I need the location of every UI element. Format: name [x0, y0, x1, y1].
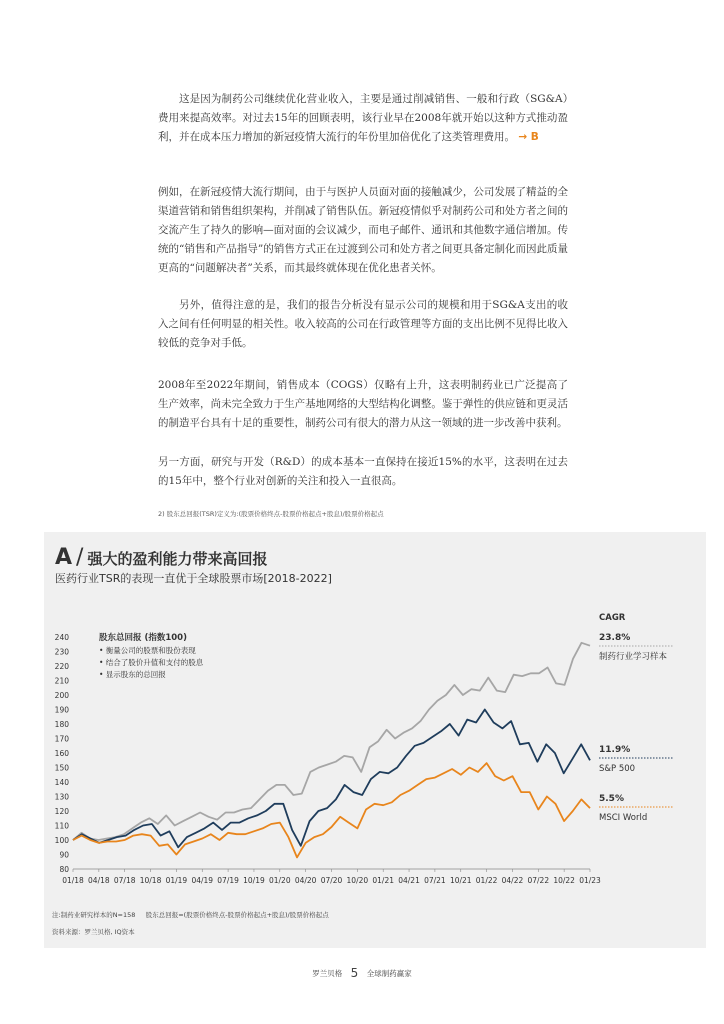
- y-tick-label: 200: [54, 691, 69, 700]
- x-tick-label: 01/19: [165, 876, 188, 885]
- paragraph-size-correlation: 另外，值得注意的是，我们的报告分析没有显示公司的规模和用于SG&A支出的收入之间有任何明显的相关性。收入较高的公司在行政管理等方面的支出比例不见得比收入较低的竞争对手低。: [158, 299, 568, 349]
- y-tick-label: 150: [54, 763, 69, 773]
- y-tick-label: 190: [54, 705, 69, 715]
- y-tick-label: 110: [54, 821, 69, 831]
- x-tick-label: 01/22: [475, 876, 498, 885]
- footer-brand: 罗兰贝格: [312, 969, 343, 978]
- exhibit-slash: /: [76, 545, 84, 570]
- exhibit-title-text: 强大的盈利能力带来高回报: [87, 550, 268, 568]
- x-tick-label: 10/21: [449, 876, 472, 885]
- x-tick-label: 07/19: [217, 876, 239, 885]
- exhibit-b-reference-link[interactable]: → B: [518, 131, 539, 143]
- chart-legend-item: • 衡量公司的股票和股份表现: [99, 646, 196, 655]
- chart-legend-item: • 显示股东的总回报: [99, 670, 166, 679]
- paragraph-text: 这是因为制药公司继续优化营业收入，主要是通过削减销售、一般和行政（SG&A）费用来提高效率。对过去15年的回顾表明，该行业早在2008年就开始以这种方式推动盈利，并在成本压力增加的新冠疫情大流行的年份里加倍优化了这类管理费用。: [158, 93, 568, 143]
- y-tick-label: 100: [54, 836, 69, 845]
- series-name-label: 制药行业学习样本: [599, 652, 668, 662]
- series-name-label: S&P 500: [599, 764, 636, 774]
- x-tick-label: 01/23: [579, 876, 601, 885]
- cagr-value: 5.5%: [599, 794, 624, 804]
- x-tick-label: 01/18: [62, 876, 84, 885]
- x-tick-label: 10/20: [346, 876, 369, 885]
- cagr-header: CAGR: [599, 613, 626, 623]
- y-tick-label: 90: [59, 850, 69, 860]
- footnote-tsr-definition: 2) 股东总回报(TSR)定义为:(股票价格终点-股票价格起点+股息)/股票价格起点: [158, 510, 384, 518]
- chart-notes: [52, 907, 329, 941]
- series-name-label: MSCI World: [599, 813, 648, 823]
- x-tick-label: 04/19: [191, 876, 214, 885]
- exhibit-panel: [44, 532, 706, 948]
- x-tick-label: 04/20: [294, 876, 317, 885]
- chart-legend-title: 股东总回报 (指数100): [99, 633, 187, 643]
- paragraph-covid-sales: 例如，在新冠疫情大流行期间，由于与医护人员面对面的接触减少，公司发展了精益的全渠道营销和销售组织架构，并削减了销售队伍。新冠疫情似乎对制药公司和处方者之间的交流产生了持久的影响—面对面的会议减少，而电子邮件、通讯和其他数字通信增加。传统的“销售和产品指导”的销售方式正在过渡到公司和处方者之间更具备定制化而因此质量更高的“问题解决者”关系，而其最终就体现在优化患者关怀。: [158, 186, 568, 274]
- y-tick-label: 230: [54, 647, 69, 657]
- chart-legend-item: • 结合了股价升值和支付的股息: [99, 658, 204, 667]
- exhibit-subtitle: 医药行业TSR的表现一直优于全球股票市场[2018-2022]: [55, 572, 332, 585]
- x-tick-label: 01/20: [268, 876, 291, 885]
- x-tick-label: 10/18: [139, 876, 162, 885]
- x-tick-label: 07/20: [320, 876, 343, 885]
- y-tick-label: 160: [54, 749, 69, 758]
- paragraph-sga-optimization: [158, 90, 568, 147]
- y-tick-label: 120: [54, 807, 69, 816]
- x-tick-label: 10/19: [243, 876, 265, 885]
- cagr-value: 23.8%: [599, 633, 631, 643]
- exhibit-letter: A: [55, 545, 73, 570]
- page-footer: [0, 966, 724, 980]
- y-tick-label: 170: [54, 734, 69, 744]
- y-tick-label: 220: [54, 662, 69, 671]
- y-tick-label: 180: [54, 720, 69, 729]
- x-tick-label: 04/18: [88, 876, 110, 885]
- x-tick-label: 04/22: [501, 876, 524, 885]
- x-tick-label: 10/22: [553, 876, 575, 885]
- y-tick-label: 130: [54, 792, 69, 802]
- cagr-value: 11.9%: [599, 745, 631, 755]
- x-tick-label: 04/21: [398, 876, 420, 885]
- footer-report-title: 全球制药赢家: [366, 969, 412, 978]
- x-tick-label: 07/21: [424, 876, 446, 885]
- note-source: 资料来源：罗兰贝格, IQ资本: [52, 928, 135, 936]
- paragraph-rnd: 另一方面，研究与开发（R&D）的成本基本一直保持在接近15%的水平，这表明在过去的15年中，整个行业对创新的关注和投入一直很高。: [158, 456, 568, 487]
- x-tick-label: 07/18: [113, 876, 136, 885]
- page-number: 5: [350, 966, 359, 980]
- y-tick-label: 80: [59, 865, 69, 874]
- y-tick-label: 140: [54, 778, 69, 787]
- note-sample-size: 注:制药业研究样本的N=158 股东总回报=(股票价格终点-股票价格起点+股息)/股票价格起点: [52, 911, 329, 919]
- paragraph-cogs: 2008年至2022年期间，销售成本（COGS）仅略有上升，这表明制药业已广泛提高了生产效率，尚未完全致力于生产基地网络的大型结构化调整。鉴于弹性的供应链和更灵活的制造平台具有十足的重要性，制药公司有很大的潜力从这一领域的进一步改善中获利。: [158, 379, 568, 429]
- y-tick-label: 210: [54, 676, 69, 686]
- exhibit-title: [55, 545, 267, 570]
- x-tick-label: 07/22: [527, 876, 550, 885]
- x-tick-label: 01/21: [372, 876, 395, 885]
- y-tick-label: 240: [54, 633, 69, 642]
